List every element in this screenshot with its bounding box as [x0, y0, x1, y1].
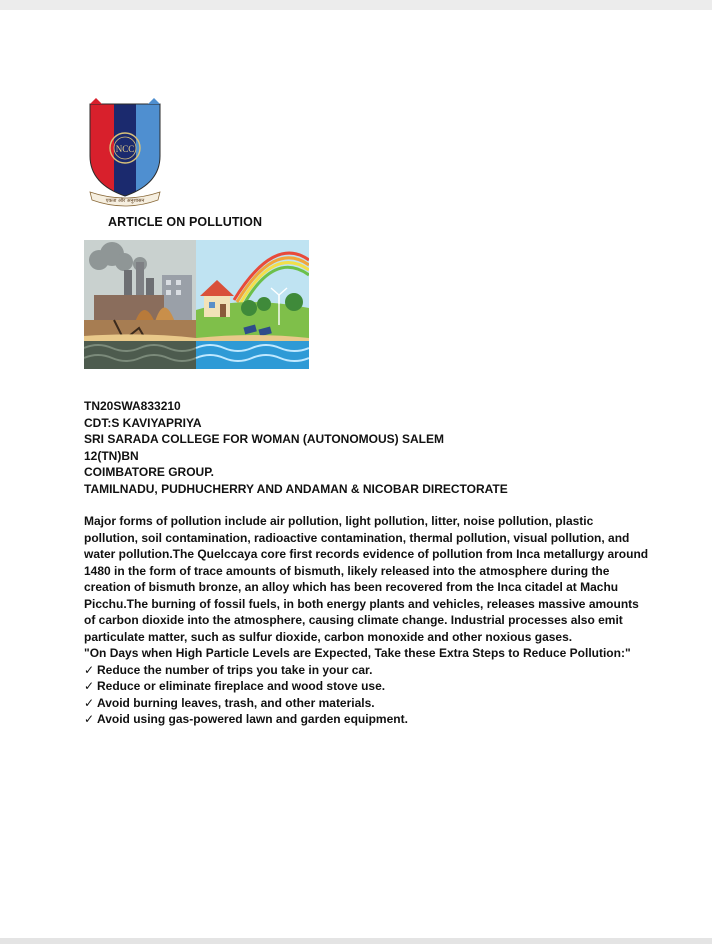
- article-body: [84, 513, 650, 728]
- battalion: 12(TN)BN: [84, 448, 139, 463]
- directorate: TAMILNADU, PUDHUCHERRY AND ANDAMAN & NICOBAR DIRECTORATE: [84, 481, 508, 496]
- list-item: ✓ Reduce or eliminate fireplace and wood stove use.: [84, 679, 386, 693]
- logo-text: NCC: [115, 144, 135, 154]
- list-item: ✓ Reduce the number of trips you take in your car.: [84, 662, 373, 677]
- cadet-name: CDT:S KAVIYAPRIYA: [84, 415, 202, 430]
- document-title: ARTICLE ON POLLUTION: [108, 215, 263, 229]
- pollution-illustration: [84, 240, 309, 369]
- page-bottom-edge: [0, 938, 712, 944]
- check-icon: ✓: [84, 679, 95, 693]
- article-paragraph: Major forms of pollution include air pollution, light pollution, litter, noise pollution, plastic pollution, soil contamination, radioactive contamination, thermal pollution, visual pollution, and water pollution.The Quelccaya core first records evidence of pollution from Inca metallurgy around 1480 in the form of trace amounts of bismuth, likely released into the atmosphere during the creation of bismuth bronze, an alloy which has been recovered from the Inca citadel at Machu Picchu.The burning of fossil fuels, in both energy plants and vehicles, releases massive amounts of carbon dioxide into the atmosphere, causing climate change. Industrial processes also emit particulate matter, such as sulfur dioxide, carbon monoxide and other noxious gases.: [84, 514, 649, 644]
- check-icon: ✓: [84, 662, 95, 677]
- ncc-logo: [86, 96, 164, 208]
- cadet-info: [84, 398, 508, 498]
- list-item: ✓ Avoid using gas-powered lawn and garden equipment.: [84, 712, 408, 726]
- college-name: SRI SARADA COLLEGE FOR WOMAN (AUTONOMOUS) SALEM: [84, 432, 444, 447]
- group-name: COIMBATORE GROUP.: [84, 465, 215, 480]
- registration-number: TN20SWA833210: [84, 399, 181, 413]
- article-quote: "On Days when High Particle Levels are Expected, Take these Extra Steps to Reduce Pollution:": [84, 646, 631, 660]
- check-icon: ✓: [84, 712, 95, 726]
- list-item: ✓ Avoid burning leaves, trash, and other materials.: [84, 695, 375, 710]
- document-page: [0, 10, 712, 938]
- steps-list: [84, 662, 650, 728]
- logo-motto: एकता और अनुशासन: [105, 198, 145, 204]
- check-icon: ✓: [84, 695, 95, 710]
